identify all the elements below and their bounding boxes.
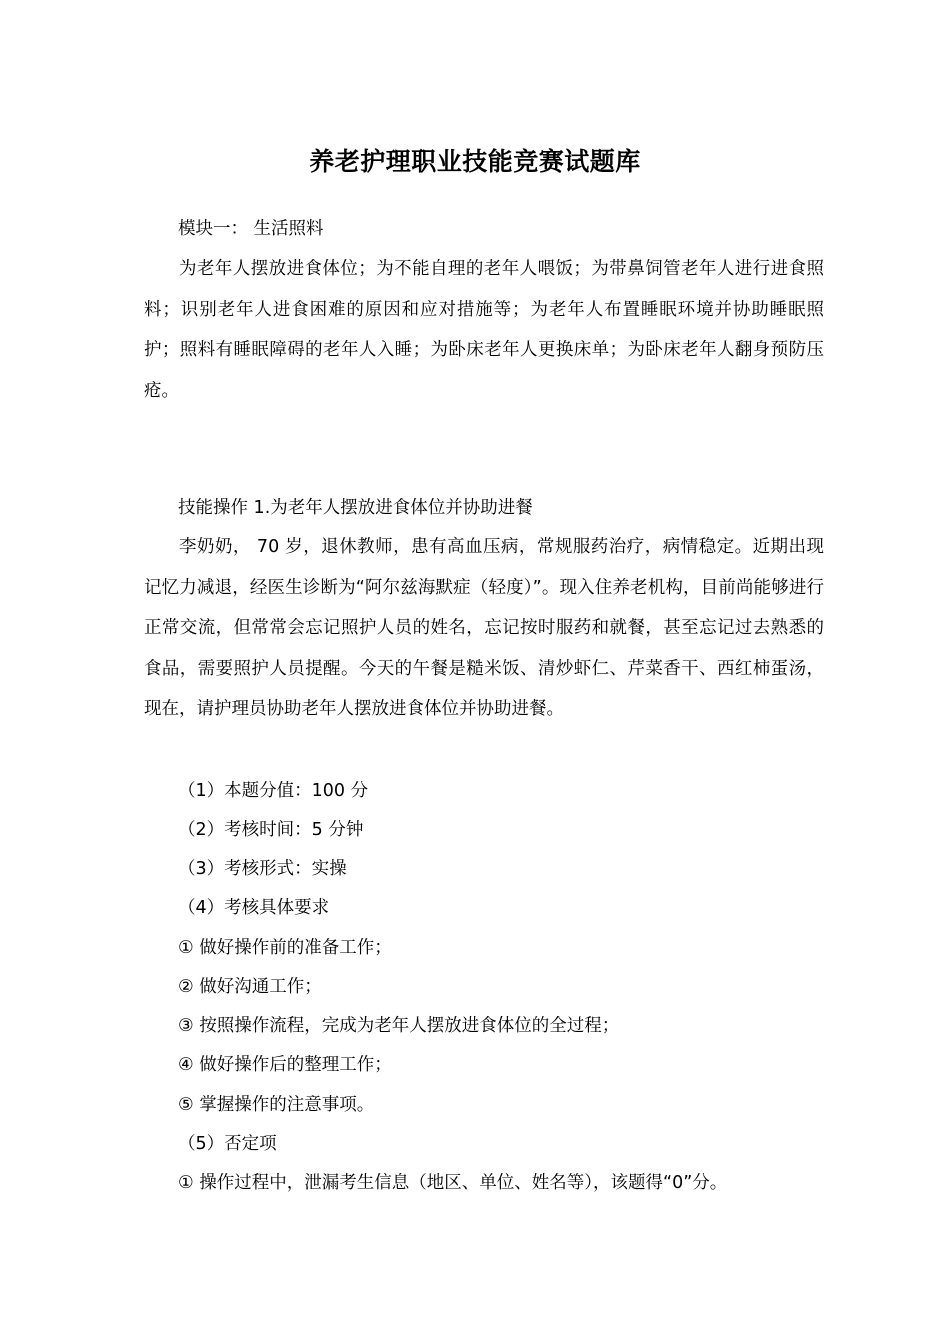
requirement-item: ① 做好操作前的准备工作； — [178, 938, 392, 958]
module-description: 为老年人摆放进食体位；为不能自理的老年人喂饭；为带鼻饲管老年人进行进食照料；识别老年人进食困难的原因和应对措施等；为老年人布置睡眠环境并协助睡眠照护；照料有睡眠障碍的老年人入睡；为卧床老年人更换床单；为卧床老年人翻身预防压疮。 — [144, 259, 824, 401]
skill-heading: 技能操作 1.为老年人摆放进食体位并协助进餐 — [178, 498, 533, 518]
item-negation: （5）否定项 — [178, 1134, 277, 1154]
requirement-item: ④ 做好操作后的整理工作； — [178, 1055, 392, 1075]
item-requirements: （4）考核具体要求 — [178, 898, 330, 918]
requirement-item: ② 做好沟通工作； — [178, 977, 322, 997]
item-time: （2）考核时间：5 分钟 — [178, 820, 364, 840]
item-score: （1）本题分值：100 分 — [178, 781, 369, 801]
module-heading: 模块一： 生活照料 — [178, 219, 324, 239]
item-form: （3）考核形式：实操 — [178, 859, 347, 879]
negation-item: ① 操作过程中，泄漏考生信息（地区、单位、姓名等），该题得“0”分。 — [178, 1173, 728, 1193]
document-title: 养老护理职业技能竞赛试题库 — [309, 147, 641, 176]
case-text: 李奶奶， 70 岁，退休教师，患有高血压病，常规服药治疗，病情稳定。近期出现记忆力减退，经医生诊断为“阿尔兹海默症（轻度）”。现入住养老机构，目前尚能够进行正常交流，但常常会忘记照护人员的姓名，忘记按时服药和就餐，甚至忘记过去熟悉的食品，需要照护人员提醒。今天的午餐是糙米饭、清炒虾仁、芹菜香干、西红柿蛋汤，现在，请护理员协助老年人摆放进食体位并协助进餐。 — [144, 537, 824, 720]
requirement-item: ③ 按照操作流程，完成为老年人摆放进食体位的全过程； — [178, 1016, 620, 1036]
requirement-item: ⑤ 掌握操作的注意事项。 — [178, 1095, 375, 1115]
